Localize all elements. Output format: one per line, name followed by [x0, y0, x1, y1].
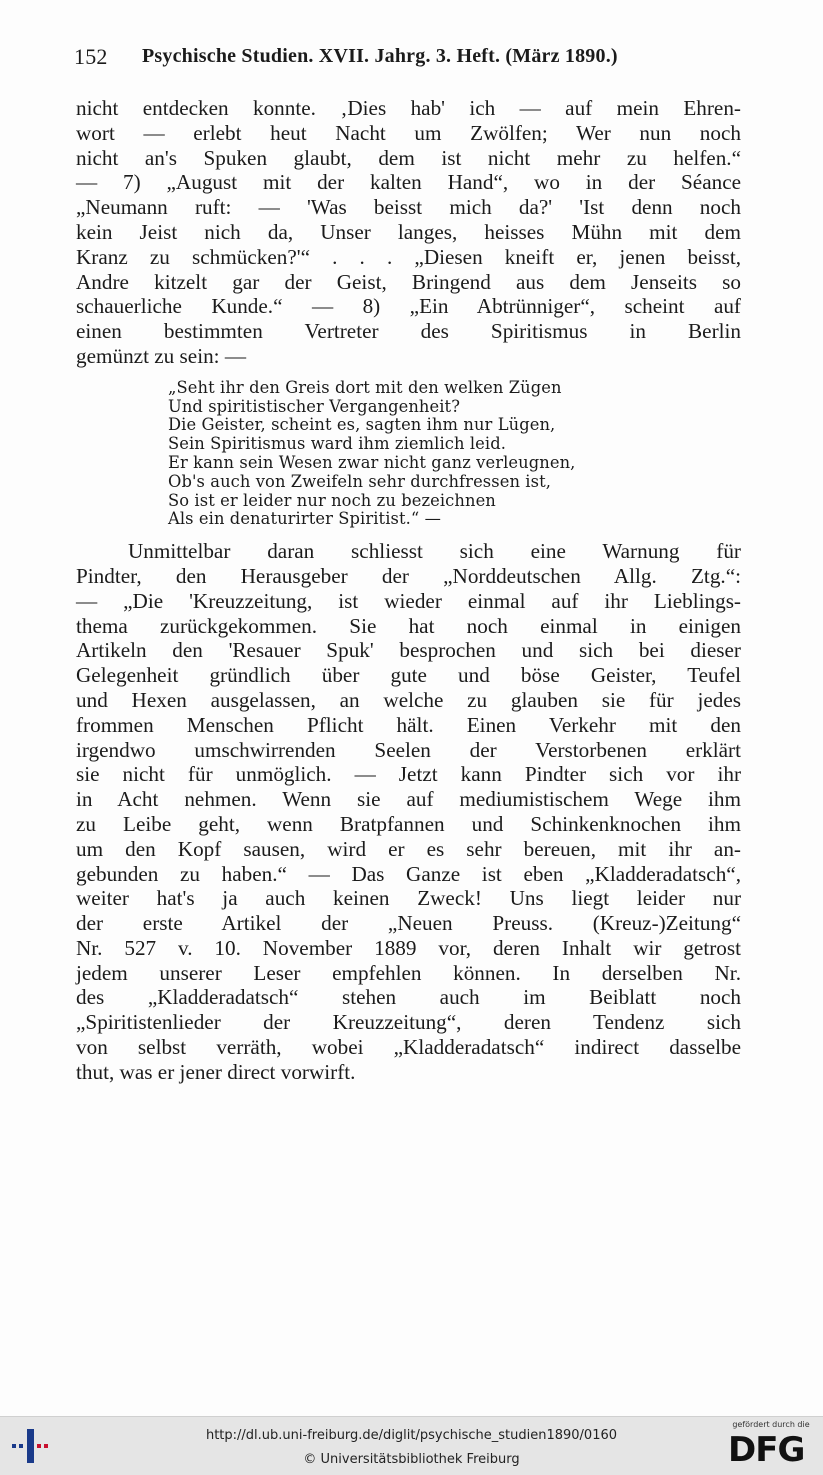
- text-line: von selbst verräth, wobei „Kladderadatsch“ indirect dasselbe: [76, 1035, 741, 1060]
- text-line: Gelegenheit gründlich über gute und böse Geister, Teufel: [76, 663, 741, 688]
- poem-line: So ist er leider nur noch zu bezeichnen: [168, 490, 496, 510]
- text-line: wort — erlebt heut Nacht um Zwölfen; Wer nun noch: [76, 120, 741, 145]
- text-line: Artikeln den 'Resauer Spuk' besprochen und sich bei dieser: [76, 638, 741, 663]
- poem-line: Sein Spiritismus ward ihm ziemlich leid.: [168, 434, 507, 454]
- text-line: Pindter, den Herausgeber der „Norddeutschen Allg. Ztg.“:: [76, 563, 741, 588]
- text-line: um den Kopf sausen, wird er es sehr bereuen, mit ihr an-: [76, 836, 741, 861]
- poem-block: [168, 379, 638, 529]
- poem-line: Die Geister, scheint es, sagten ihm nur Lügen,: [168, 415, 556, 435]
- text-line: weiter hat's ja auch keinen Zweck! Uns liegt leider nur: [76, 886, 741, 911]
- text-line: irgendwo umschwirrenden Seelen der Verstorbenen erklärt: [76, 737, 741, 762]
- text-line: thut, was er jener direct vorwirft.: [76, 1059, 356, 1084]
- text-line: „Neumann ruft: — 'Was beisst mich da?' 'Ist denn noch: [76, 195, 741, 220]
- text-line: schauerliche Kunde.“ — 8) „Ein Abtrünniger“, scheint auf: [76, 294, 741, 319]
- dfg-tagline: gefördert durch die: [732, 1420, 810, 1429]
- poem-line: „Seht ihr den Greis dort mit den welken Zügen: [168, 377, 562, 397]
- text-line: jedem unserer Leser empfehlen können. In derselben Nr.: [76, 960, 741, 985]
- text-line: des „Kladderadatsch“ stehen auch im Beiblatt noch: [76, 985, 741, 1010]
- text-line: Kranz zu schmücken?'“ . . . „Diesen kneift er, jenen beisst,: [76, 244, 741, 269]
- text-line: nicht an's Spuken glaubt, dem ist nicht mehr zu helfen.“: [76, 145, 741, 170]
- poem-line: Und spiritistischer Vergangenheit?: [168, 396, 461, 416]
- text-line: — „Die 'Kreuzzeitung, ist wieder einmal auf ihr Lieblings-: [76, 588, 741, 613]
- copyright-notice: © Universitätsbibliothek Freiburg: [303, 1452, 520, 1467]
- text-line: in Acht nehmen. Wenn sie auf mediumistischem Wege ihm: [76, 787, 741, 812]
- page-number: 152: [74, 44, 108, 69]
- text-line: Nr. 527 v. 10. November 1889 vor, deren Inhalt wir getrost: [76, 935, 741, 960]
- text-line: gemünzt zu sein: —: [76, 343, 247, 368]
- text-line: sie nicht für unmöglich. — Jetzt kann Pindter sich vor ihr: [76, 762, 741, 787]
- running-header: [74, 44, 740, 74]
- text-line: einen bestimmten Vertreter des Spiritismus in Berlin: [76, 319, 741, 344]
- dfg-logo[interactable]: [726, 1420, 816, 1472]
- journal-title: Psychische Studien. XVII. Jahrg. 3. Heft. (März 1890.): [142, 45, 618, 67]
- paragraph-1: [76, 96, 741, 369]
- poem-line: Als ein denaturirter Spiritist.“ —: [168, 509, 441, 529]
- paragraph-2: [76, 539, 741, 1085]
- text-line: „Spiritistenlieder der Kreuzzeitung“, deren Tendenz sich: [76, 1010, 741, 1035]
- text-line: kein Jeist nich da, Unser langes, heisses Mühn mit dem: [76, 219, 741, 244]
- poem-line: Er kann sein Wesen zwar nicht ganz verleugnen,: [168, 452, 576, 472]
- text-line: thema zurückgekommen. Sie hat noch einmal in einigen: [76, 613, 741, 638]
- text-line: der erste Artikel der „Neuen Preuss. (Kreuz-)Zeitung“: [76, 911, 741, 936]
- page-body: [76, 96, 741, 1085]
- text-line: Unmittelbar daran schliesst sich eine Warnung für: [128, 539, 741, 564]
- text-line: und Hexen ausgelassen, an welche zu glauben sie für jedes: [76, 687, 741, 712]
- text-line: frommen Menschen Pflicht hält. Einen Verkehr mit den: [76, 712, 741, 737]
- viewer-footer: [0, 1416, 823, 1475]
- document-url[interactable]: http://dl.ub.uni-freiburg.de/diglit/psychische_studien1890/0160: [205, 1428, 618, 1443]
- text-line: gebunden zu haben.“ — Das Ganze ist eben „Kladderadatsch“,: [76, 861, 741, 886]
- text-line: zu Leibe geht, wenn Bratpfannen und Schinkenknochen ihm: [76, 811, 741, 836]
- text-line: — 7) „August mit der kalten Hand“, wo in der Séance: [76, 170, 741, 195]
- poem-line: Ob's auch von Zweifeln sehr durchfressen ist,: [168, 471, 551, 491]
- text-line: nicht entdecken konnte. ‚Dies hab' ich — auf mein Ehren-: [76, 96, 741, 120]
- dfg-wordmark: DFG: [728, 1430, 805, 1470]
- text-line: Andre kitzelt gar der Geist, Bringend aus dem Jenseits so: [76, 269, 741, 294]
